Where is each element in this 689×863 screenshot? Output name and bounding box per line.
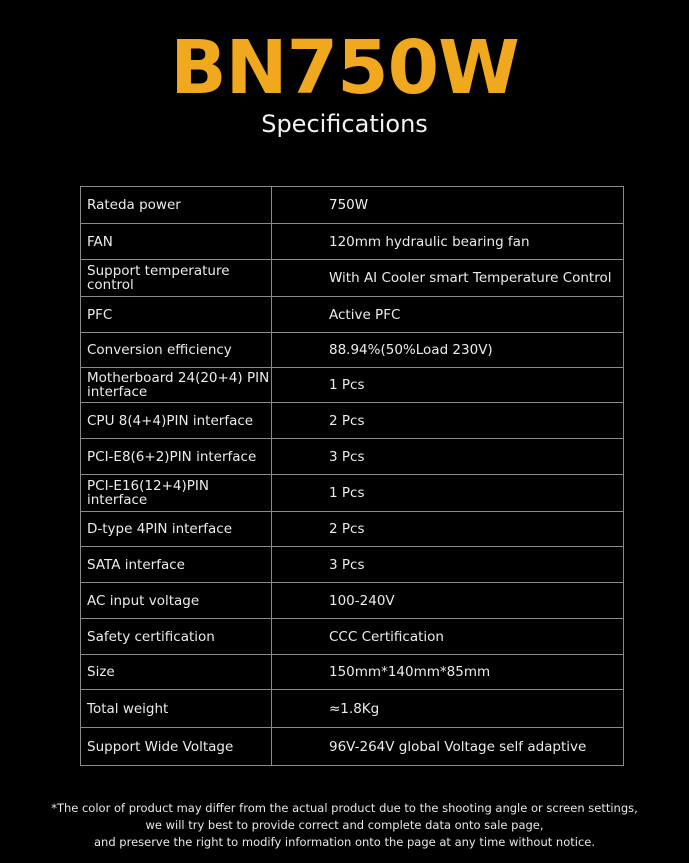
spec-value: 3 Pcs bbox=[272, 439, 624, 475]
table-row bbox=[81, 403, 624, 439]
spec-label: Support Wide Voltage bbox=[81, 728, 272, 766]
table-row bbox=[81, 368, 624, 403]
spec-label: Conversion efficiency bbox=[81, 333, 272, 368]
table-row bbox=[81, 260, 624, 297]
spec-value: 2 Pcs bbox=[272, 403, 624, 439]
table-row bbox=[81, 619, 624, 655]
spec-label: CPU 8(4+4)PIN interface bbox=[81, 403, 272, 439]
disclaimer-line: we will try best to provide correct and complete data onto sale page, bbox=[145, 818, 544, 832]
spec-label: Safety certification bbox=[81, 619, 272, 655]
spec-value: ≈1.8Kg bbox=[272, 690, 624, 728]
table-row bbox=[81, 187, 624, 224]
disclaimer-line: and preserve the right to modify information onto the page at any time without notice. bbox=[94, 835, 595, 849]
spec-label: Rateda power bbox=[81, 187, 272, 224]
spec-label: Motherboard 24(20+4) PIN interface bbox=[81, 368, 272, 403]
spec-label: FAN bbox=[81, 224, 272, 260]
specifications-heading: Specifications bbox=[261, 110, 428, 138]
disclaimer-line: *The color of product may differ from the actual product due to the shooting angle or screen settings, bbox=[51, 801, 638, 815]
spec-value: Active PFC bbox=[272, 297, 624, 333]
spec-value: 100-240V bbox=[272, 583, 624, 619]
table-row bbox=[81, 512, 624, 547]
table-row bbox=[81, 475, 624, 512]
spec-value: 1 Pcs bbox=[272, 475, 624, 512]
table-row bbox=[81, 547, 624, 583]
table-row bbox=[81, 690, 624, 728]
spec-label: PFC bbox=[81, 297, 272, 333]
spec-value: 120mm hydraulic bearing fan bbox=[272, 224, 624, 260]
spec-value: 750W bbox=[272, 187, 624, 224]
disclaimer-footnote bbox=[0, 800, 689, 851]
spec-label: PCI-E8(6+2)PIN interface bbox=[81, 439, 272, 475]
spec-value: 96V-264V global Voltage self adaptive bbox=[272, 728, 624, 766]
table-row bbox=[81, 728, 624, 766]
spec-value: 150mm*140mm*85mm bbox=[272, 655, 624, 690]
spec-label: Total weight bbox=[81, 690, 272, 728]
spec-label: Support temperature control bbox=[81, 260, 272, 297]
spec-label: SATA interface bbox=[81, 547, 272, 583]
product-title: BN750W bbox=[170, 25, 519, 111]
spec-label: D-type 4PIN interface bbox=[81, 512, 272, 547]
spec-value: 3 Pcs bbox=[272, 547, 624, 583]
spec-value: 88.94%(50%Load 230V) bbox=[272, 333, 624, 368]
spec-value: With AI Cooler smart Temperature Control bbox=[272, 260, 624, 297]
table-row bbox=[81, 439, 624, 475]
spec-label: AC input voltage bbox=[81, 583, 272, 619]
spec-value: CCC Certification bbox=[272, 619, 624, 655]
spec-value: 2 Pcs bbox=[272, 512, 624, 547]
table-row bbox=[81, 333, 624, 368]
table-row bbox=[81, 583, 624, 619]
spec-label: PCI-E16(12+4)PIN interface bbox=[81, 475, 272, 512]
table-row bbox=[81, 655, 624, 690]
spec-value: 1 Pcs bbox=[272, 368, 624, 403]
table-row bbox=[81, 224, 624, 260]
spec-label: Size bbox=[81, 655, 272, 690]
table-row bbox=[81, 297, 624, 333]
specifications-table bbox=[80, 186, 624, 766]
